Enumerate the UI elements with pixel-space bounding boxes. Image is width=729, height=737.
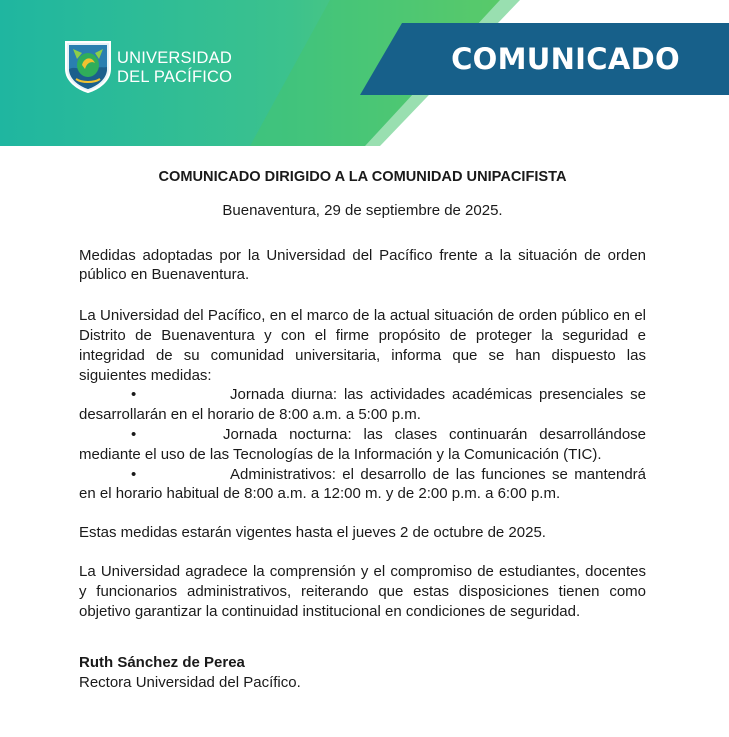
logo-line-2: DEL PACÍFICO	[117, 68, 233, 86]
logo-wordmark	[117, 49, 232, 87]
bullet-text: Jornada diurna: las actividades académicas presenciales se desarrollarán en el horario de 8:00 a.m. a 5:00 p.m.	[79, 386, 646, 424]
university-shield-icon	[62, 39, 114, 93]
validity-paragraph: Estas medidas estarán vigentes hasta el jueves 2 de octubre de 2025.	[79, 524, 546, 542]
bullet-item: • Administrativos: el desarrollo de las funciones se mantendrá en el horario habitual de 8:00 a.m. a 12:00 m. y de 2:00 p.m. a 6:00 p.m.	[79, 465, 646, 503]
banner-label: COMUNICADO	[451, 42, 680, 76]
logo-line-1: UNIVERSIDAD	[117, 49, 232, 67]
closing-paragraph: La Universidad agradece la comprensión y el compromiso de estudiantes, docentes y funcionarios administrativos, reiterando que estas disposiciones tienen como objetivo garantizar la continuidad institucional en condiciones de seguridad.	[79, 562, 646, 620]
signature-name: Ruth Sánchez de Perea	[79, 654, 245, 672]
bullet-text: Jornada nocturna: las clases continuarán desarrollándose mediante el uso de las Tecnologías de la Información y la Comunicación (TIC).	[79, 425, 646, 463]
body-intro-paragraph: La Universidad del Pacífico, en el marco de la actual situación de orden público en el Distrito de Buenaventura y con el firme propósito de proteger la seguridad e integridad de su comunidad universitaria, informa que se han dispuesto las siguientes medidas:	[79, 307, 646, 384]
header	[0, 0, 729, 146]
bullet-item: • Jornada diurna: las actividades académicas presenciales se desarrollarán en el horario de 8:00 a.m. a 5:00 p.m.	[79, 386, 646, 424]
signature-title: Rectora Universidad del Pacífico.	[79, 674, 301, 692]
document-title: COMUNICADO DIRIGIDO A LA COMUNIDAD UNIPACIFISTA	[158, 169, 567, 185]
date-line: Buenaventura, 29 de septiembre de 2025.	[222, 201, 503, 219]
document-body	[79, 166, 646, 693]
intro-paragraph: Medidas adoptadas por la Universidad del Pacífico frente a la situación de orden público en Buenaventura.	[79, 246, 646, 284]
bullet-item: • Jornada nocturna: las clases continuarán desarrollándose mediante el uso de las Tecnologías de la Información y la Comunicación (TIC).	[79, 425, 646, 463]
bullet-text: Administrativos: el desarrollo de las funciones se mantendrá en el horario habitual de 8:00 a.m. a 12:00 m. y de 2:00 p.m. a 6:00 p.m.	[79, 465, 646, 503]
